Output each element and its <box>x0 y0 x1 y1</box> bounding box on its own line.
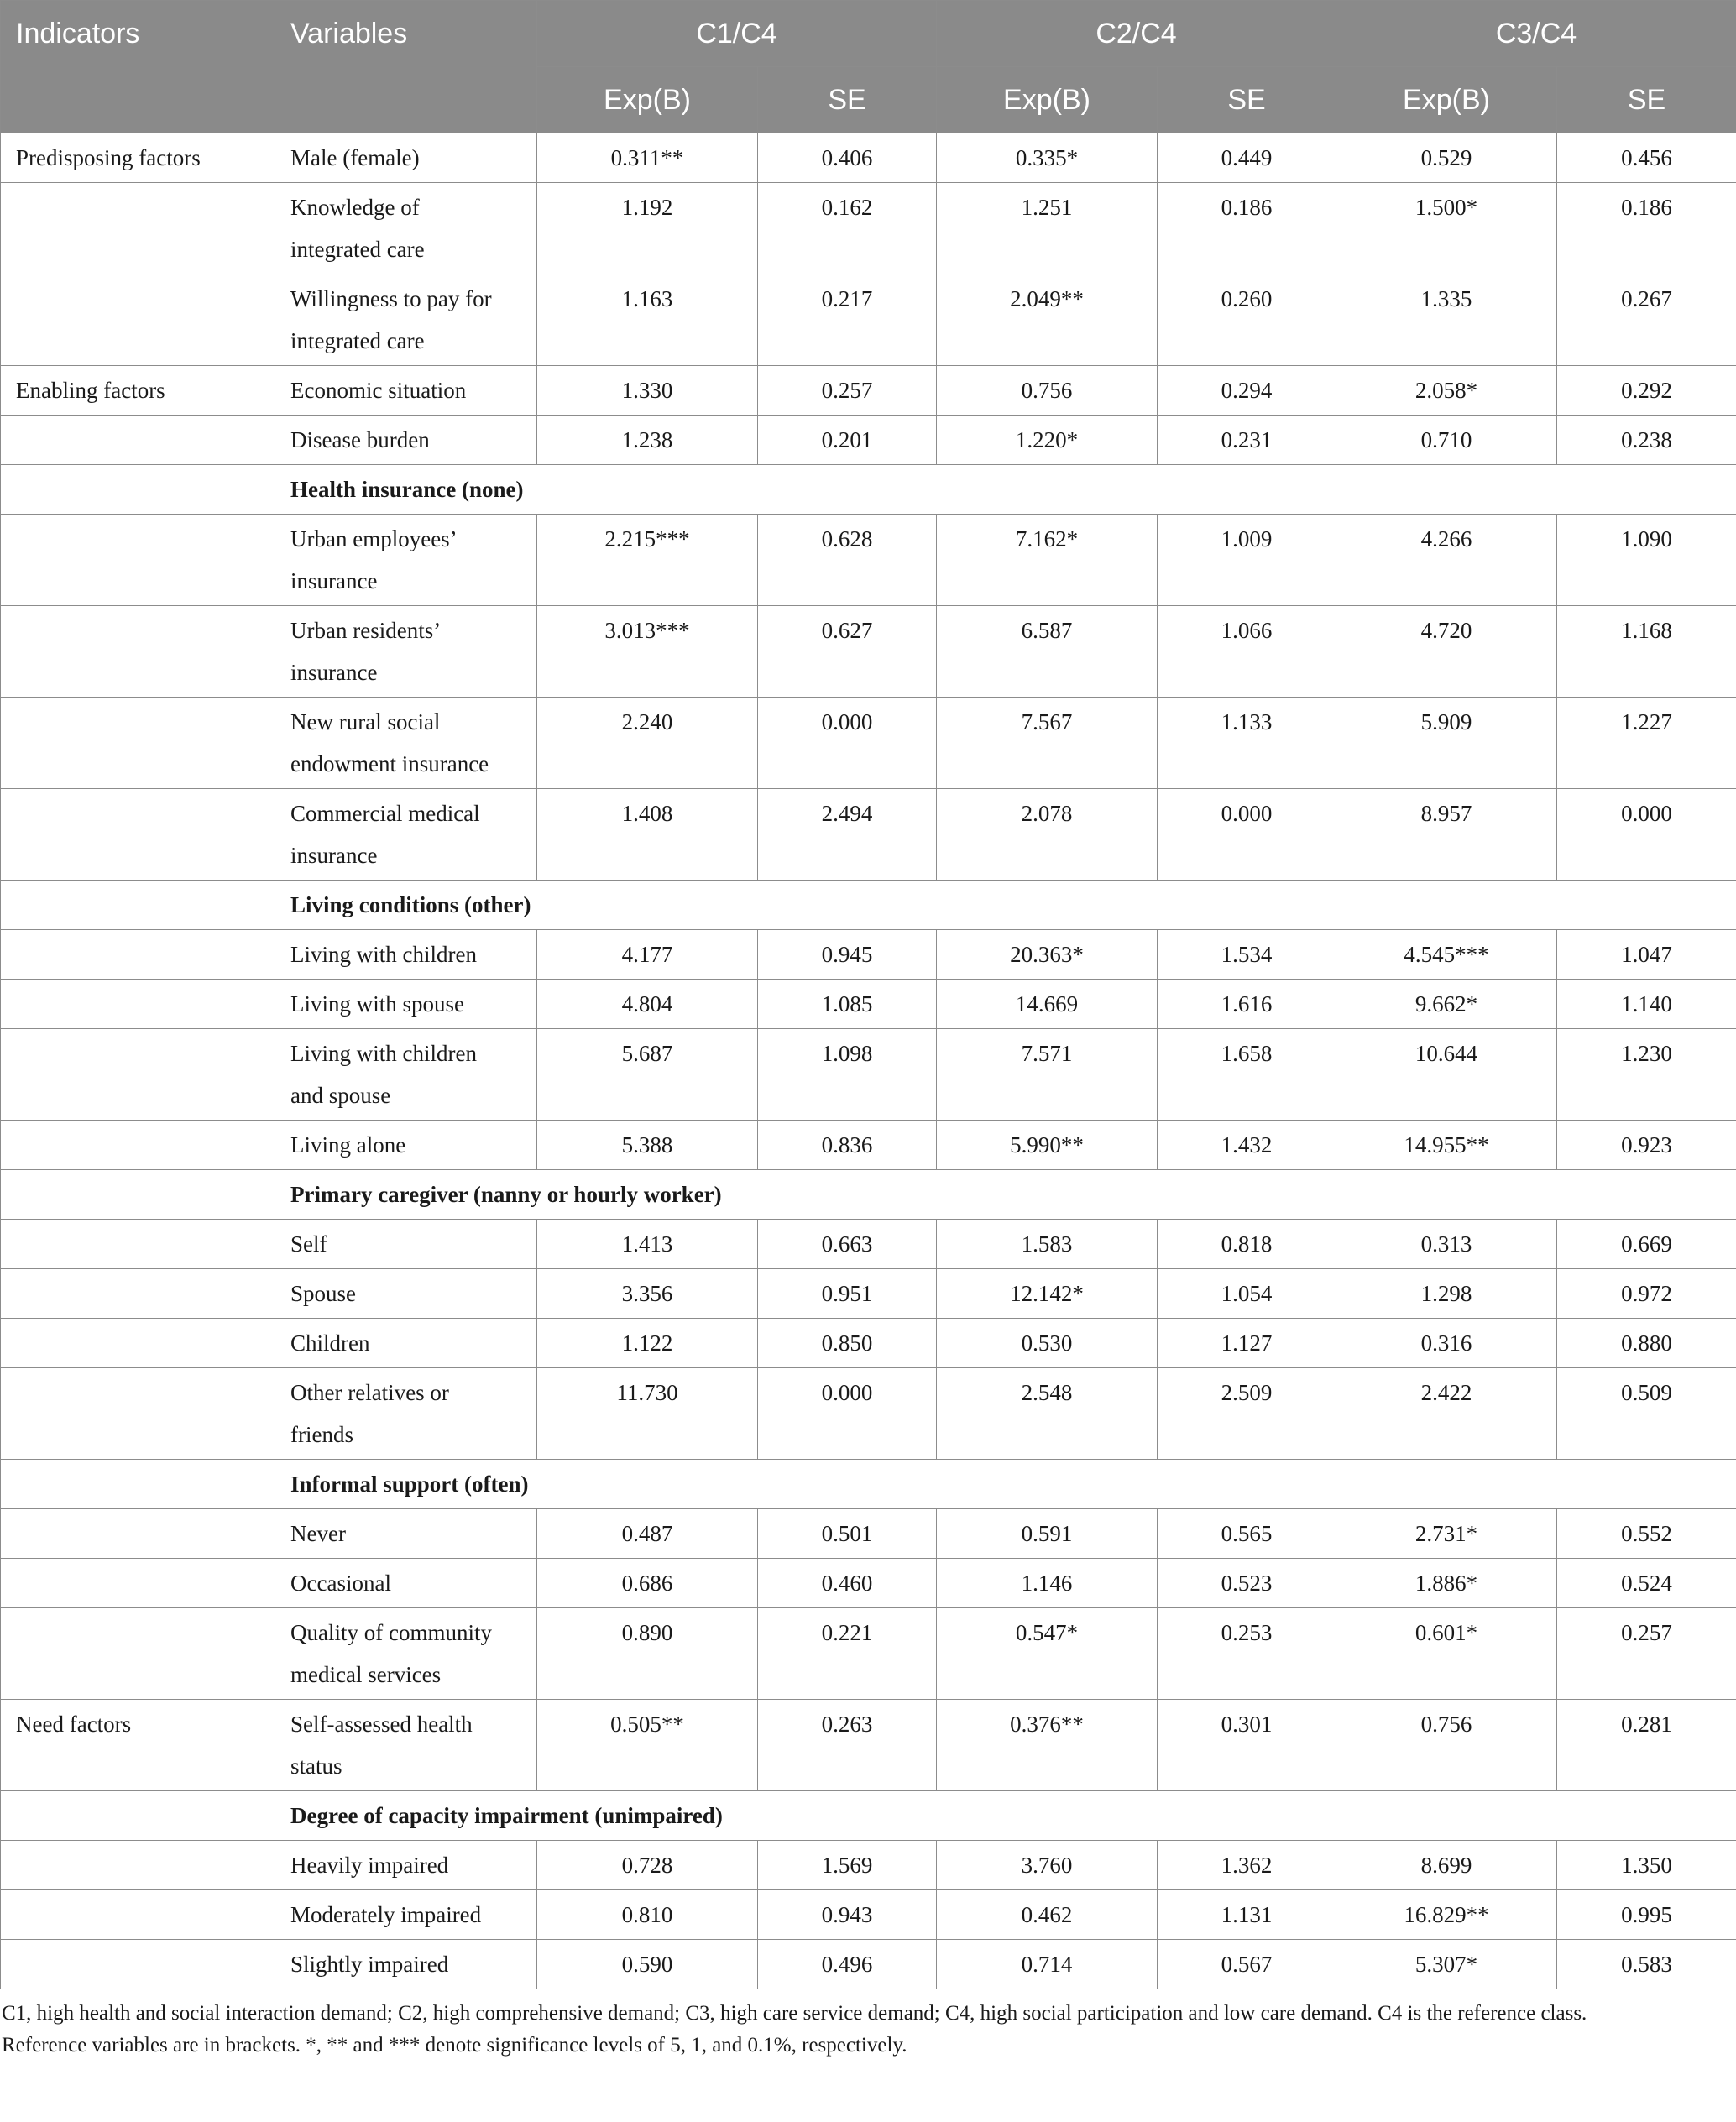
subgroup-label: Primary caregiver (nanny or hourly worker) <box>275 1170 1736 1220</box>
se-value: 0.627 <box>758 606 937 698</box>
exp-b-value: 0.530 <box>937 1319 1158 1368</box>
exp-b-value: 3.760 <box>937 1841 1158 1890</box>
indicator-category-spacer <box>1 1608 275 1700</box>
indicator-category-spacer <box>1 183 275 274</box>
variable-cell <box>275 1608 537 1700</box>
exp-b-value: 1.330 <box>537 366 758 416</box>
se-value: 0.231 <box>1158 416 1336 465</box>
exp-b-value: 3.356 <box>537 1269 758 1319</box>
exp-b-value: 1.335 <box>1336 274 1557 366</box>
exp-b-value: 2.215*** <box>537 515 758 606</box>
indicator-category-spacer <box>1 1460 275 1509</box>
se-value: 0.301 <box>1158 1700 1336 1791</box>
se-value: 0.263 <box>758 1700 937 1791</box>
exp-b-value: 0.313 <box>1336 1220 1557 1269</box>
footnote-line: Reference variables are in brackets. *, ** and *** denote significance levels of 5, 1, and 0.1%, respectively. <box>2 2034 907 2057</box>
variable-label-line: Disease burden <box>290 427 430 452</box>
exp-b-value: 20.363* <box>937 930 1158 980</box>
se-value: 1.054 <box>1158 1269 1336 1319</box>
se-value: 1.090 <box>1557 515 1736 606</box>
indicator-category-spacer <box>1 1029 275 1121</box>
se-value: 0.995 <box>1557 1890 1736 1940</box>
exp-b-value: 14.955** <box>1336 1121 1557 1170</box>
footnote-line: C1, high health and social interaction demand; C2, high comprehensive demand; C3, high care service demand; C4, high social participation and low care demand. C4 is the reference class. <box>2 2002 1587 2025</box>
header-indicators: Indicators <box>1 1 275 133</box>
table-row <box>1 366 1736 416</box>
exp-b-value: 4.720 <box>1336 606 1557 698</box>
se-value: 0.186 <box>1557 183 1736 274</box>
variable-label-line: Heavily impaired <box>290 1853 449 1878</box>
se-value: 0.880 <box>1557 1319 1736 1368</box>
indicator-category: Predisposing factors <box>1 133 275 183</box>
exp-b-value: 2.731* <box>1336 1509 1557 1559</box>
header-group-c3: C3/C4 <box>1336 1 1736 67</box>
indicator-category-spacer <box>1 1269 275 1319</box>
indicator-category-spacer <box>1 881 275 930</box>
indicator-category-spacer <box>1 1121 275 1170</box>
table-row <box>1 1559 1736 1608</box>
variable-cell <box>275 366 537 416</box>
variable-label-line: status <box>290 1754 342 1779</box>
exp-b-value: 9.662* <box>1336 980 1557 1029</box>
se-value: 1.569 <box>758 1841 937 1890</box>
se-value: 0.257 <box>758 366 937 416</box>
indicator-category-spacer <box>1 789 275 881</box>
se-value: 1.616 <box>1158 980 1336 1029</box>
header-se: SE <box>1557 67 1736 133</box>
variable-cell <box>275 930 537 980</box>
variable-label-line: Living with spouse <box>290 991 464 1017</box>
indicator-category-spacer <box>1 1319 275 1368</box>
exp-b-value: 7.571 <box>937 1029 1158 1121</box>
se-value: 0.201 <box>758 416 937 465</box>
se-value: 0.000 <box>1557 789 1736 881</box>
se-value: 0.567 <box>1158 1940 1336 1989</box>
se-value: 1.133 <box>1158 698 1336 789</box>
subgroup-row <box>1 1170 1736 1220</box>
se-value: 0.951 <box>758 1269 937 1319</box>
variable-cell <box>275 1890 537 1940</box>
indicator-category-spacer <box>1 1368 275 1460</box>
table-row <box>1 1608 1736 1700</box>
se-value: 0.186 <box>1158 183 1336 274</box>
indicator-category-spacer <box>1 515 275 606</box>
exp-b-value: 0.756 <box>937 366 1158 416</box>
exp-b-value: 8.699 <box>1336 1841 1557 1890</box>
header-exp-b: Exp(B) <box>537 67 758 133</box>
variable-cell <box>275 416 537 465</box>
variable-label-line: integrated care <box>290 328 425 353</box>
exp-b-value: 5.307* <box>1336 1940 1557 1989</box>
se-value: 0.836 <box>758 1121 937 1170</box>
variable-cell <box>275 274 537 366</box>
variable-cell <box>275 1841 537 1890</box>
se-value: 0.523 <box>1158 1559 1336 1608</box>
exp-b-value: 12.142* <box>937 1269 1158 1319</box>
variable-cell <box>275 606 537 698</box>
exp-b-value: 2.548 <box>937 1368 1158 1460</box>
variable-cell <box>275 789 537 881</box>
exp-b-value: 0.462 <box>937 1890 1158 1940</box>
exp-b-value: 7.567 <box>937 698 1158 789</box>
se-value: 0.496 <box>758 1940 937 1989</box>
variable-label-line: insurance <box>290 843 378 868</box>
se-value: 1.168 <box>1557 606 1736 698</box>
se-value: 0.945 <box>758 930 937 980</box>
variable-label-line: Knowledge of <box>290 195 420 220</box>
variable-label-line: Moderately impaired <box>290 1902 482 1927</box>
exp-b-value: 0.529 <box>1336 133 1557 183</box>
variable-cell <box>275 1509 537 1559</box>
table-row <box>1 515 1736 606</box>
exp-b-value: 1.163 <box>537 274 758 366</box>
table-row <box>1 1700 1736 1791</box>
table-row <box>1 606 1736 698</box>
table-row <box>1 1121 1736 1170</box>
se-value: 0.818 <box>1158 1220 1336 1269</box>
table-header <box>1 1 1736 133</box>
exp-b-value: 0.590 <box>537 1940 758 1989</box>
se-value: 0.449 <box>1158 133 1336 183</box>
indicator-category-spacer <box>1 1890 275 1940</box>
header-se: SE <box>1158 67 1336 133</box>
indicator-category-spacer <box>1 698 275 789</box>
table-row <box>1 1269 1736 1319</box>
variable-label-line: Self <box>290 1231 327 1257</box>
table-row <box>1 1368 1736 1460</box>
variable-label-line: Quality of community <box>290 1620 492 1645</box>
se-value: 0.406 <box>758 133 937 183</box>
se-value: 1.658 <box>1158 1029 1336 1121</box>
exp-b-value: 1.408 <box>537 789 758 881</box>
se-value: 1.127 <box>1158 1319 1336 1368</box>
exp-b-value: 4.804 <box>537 980 758 1029</box>
exp-b-value: 4.177 <box>537 930 758 980</box>
subgroup-label: Informal support (often) <box>275 1460 1736 1509</box>
se-value: 0.628 <box>758 515 937 606</box>
subgroup-row <box>1 1460 1736 1509</box>
exp-b-value: 0.311** <box>537 133 758 183</box>
header-group-c1: C1/C4 <box>537 1 937 67</box>
variable-label-line: New rural social <box>290 709 441 734</box>
indicator-category-spacer <box>1 1220 275 1269</box>
variable-label-line: Never <box>290 1521 346 1546</box>
table-row <box>1 1509 1736 1559</box>
variable-cell <box>275 698 537 789</box>
variable-cell <box>275 1319 537 1368</box>
variable-label-line: Urban residents’ <box>290 618 442 643</box>
se-value: 0.923 <box>1557 1121 1736 1170</box>
se-value: 0.221 <box>758 1608 937 1700</box>
exp-b-value: 5.687 <box>537 1029 758 1121</box>
variable-label-line: Male (female) <box>290 145 420 170</box>
variable-label-line: Commercial medical <box>290 801 480 826</box>
indicator-category: Enabling factors <box>1 366 275 416</box>
exp-b-value: 1.583 <box>937 1220 1158 1269</box>
se-value: 1.066 <box>1158 606 1336 698</box>
exp-b-value: 16.829** <box>1336 1890 1557 1940</box>
exp-b-value: 2.240 <box>537 698 758 789</box>
table-footnote <box>0 1989 1736 2062</box>
exp-b-value: 0.547* <box>937 1608 1158 1700</box>
se-value: 0.253 <box>1158 1608 1336 1700</box>
variable-label-line: Spouse <box>290 1281 357 1306</box>
variable-label-line: Urban employees’ <box>290 526 458 551</box>
exp-b-value: 6.587 <box>937 606 1158 698</box>
exp-b-value: 3.013*** <box>537 606 758 698</box>
variable-label-line: Children <box>290 1330 370 1356</box>
se-value: 1.047 <box>1557 930 1736 980</box>
exp-b-value: 0.686 <box>537 1559 758 1608</box>
subgroup-label: Health insurance (none) <box>275 465 1736 515</box>
exp-b-value: 10.644 <box>1336 1029 1557 1121</box>
header-exp-b: Exp(B) <box>1336 67 1557 133</box>
variable-label-line: endowment insurance <box>290 751 489 776</box>
exp-b-value: 4.545*** <box>1336 930 1557 980</box>
se-value: 1.534 <box>1158 930 1336 980</box>
se-value: 0.509 <box>1557 1368 1736 1460</box>
exp-b-value: 7.162* <box>937 515 1158 606</box>
exp-b-value: 5.990** <box>937 1121 1158 1170</box>
se-value: 0.267 <box>1557 274 1736 366</box>
variable-cell <box>275 1700 537 1791</box>
variable-label-line: friends <box>290 1422 353 1447</box>
se-value: 0.669 <box>1557 1220 1736 1269</box>
exp-b-value: 0.810 <box>537 1890 758 1940</box>
variable-cell <box>275 1269 537 1319</box>
indicator-category-spacer <box>1 1841 275 1890</box>
variable-cell <box>275 133 537 183</box>
subgroup-row <box>1 1791 1736 1841</box>
variable-label-line: Living with children <box>290 942 477 967</box>
variable-label-line: Other relatives or <box>290 1380 449 1405</box>
table-row <box>1 930 1736 980</box>
se-value: 1.140 <box>1557 980 1736 1029</box>
table-row <box>1 1220 1736 1269</box>
exp-b-value: 1.251 <box>937 183 1158 274</box>
se-value: 1.350 <box>1557 1841 1736 1890</box>
se-value: 0.217 <box>758 274 937 366</box>
variable-label-line: Economic situation <box>290 378 467 403</box>
indicator-category-spacer <box>1 606 275 698</box>
exp-b-value: 0.710 <box>1336 416 1557 465</box>
variable-label-line: integrated care <box>290 237 425 262</box>
indicator-category-spacer <box>1 1509 275 1559</box>
se-value: 0.257 <box>1557 1608 1736 1700</box>
subgroup-row <box>1 881 1736 930</box>
subgroup-row <box>1 465 1736 515</box>
table-row <box>1 698 1736 789</box>
variable-cell <box>275 515 537 606</box>
exp-b-value: 1.298 <box>1336 1269 1557 1319</box>
table-row <box>1 789 1736 881</box>
exp-b-value: 2.422 <box>1336 1368 1557 1460</box>
indicator-category-spacer <box>1 465 275 515</box>
exp-b-value: 14.669 <box>937 980 1158 1029</box>
indicator-category-spacer <box>1 1791 275 1841</box>
exp-b-value: 1.886* <box>1336 1559 1557 1608</box>
se-value: 0.552 <box>1557 1509 1736 1559</box>
indicator-category-spacer <box>1 1170 275 1220</box>
exp-b-value: 0.601* <box>1336 1608 1557 1700</box>
table-row <box>1 274 1736 366</box>
exp-b-value: 2.078 <box>937 789 1158 881</box>
variable-label-line: Occasional <box>290 1571 391 1596</box>
exp-b-value: 0.890 <box>537 1608 758 1700</box>
se-value: 0.000 <box>758 1368 937 1460</box>
se-value: 0.260 <box>1158 274 1336 366</box>
exp-b-value: 5.909 <box>1336 698 1557 789</box>
exp-b-value: 0.591 <box>937 1509 1158 1559</box>
subgroup-label: Living conditions (other) <box>275 881 1736 930</box>
indicator-category-spacer <box>1 980 275 1029</box>
exp-b-value: 0.335* <box>937 133 1158 183</box>
indicator-category-spacer <box>1 274 275 366</box>
se-value: 1.227 <box>1557 698 1736 789</box>
exp-b-value: 1.192 <box>537 183 758 274</box>
exp-b-value: 0.487 <box>537 1509 758 1559</box>
exp-b-value: 2.058* <box>1336 366 1557 416</box>
exp-b-value: 0.505** <box>537 1700 758 1791</box>
variable-label-line: and spouse <box>290 1083 391 1108</box>
table-row <box>1 1890 1736 1940</box>
exp-b-value: 1.122 <box>537 1319 758 1368</box>
exp-b-value: 4.266 <box>1336 515 1557 606</box>
se-value: 0.663 <box>758 1220 937 1269</box>
header-row-groups <box>1 1 1736 67</box>
table-row <box>1 133 1736 183</box>
exp-b-value: 0.316 <box>1336 1319 1557 1368</box>
table-row <box>1 1940 1736 1989</box>
exp-b-value: 11.730 <box>537 1368 758 1460</box>
table-row <box>1 1319 1736 1368</box>
exp-b-value: 1.146 <box>937 1559 1158 1608</box>
exp-b-value: 5.388 <box>537 1121 758 1170</box>
variable-cell <box>275 1121 537 1170</box>
table-row <box>1 416 1736 465</box>
exp-b-value: 1.238 <box>537 416 758 465</box>
table-row <box>1 1841 1736 1890</box>
variable-label-line: Self-assessed health <box>290 1712 473 1737</box>
indicator-category-spacer <box>1 930 275 980</box>
se-value: 0.456 <box>1557 133 1736 183</box>
variable-cell <box>275 1368 537 1460</box>
exp-b-value: 2.049** <box>937 274 1158 366</box>
variable-label-line: Slightly impaired <box>290 1952 449 1977</box>
se-value: 1.131 <box>1158 1890 1336 1940</box>
header-se: SE <box>758 67 937 133</box>
subgroup-label: Degree of capacity impairment (unimpaired) <box>275 1791 1736 1841</box>
se-value: 1.085 <box>758 980 937 1029</box>
se-value: 0.162 <box>758 183 937 274</box>
exp-b-value: 0.728 <box>537 1841 758 1890</box>
exp-b-value: 1.220* <box>937 416 1158 465</box>
variable-label-line: insurance <box>290 660 378 685</box>
header-group-c2: C2/C4 <box>937 1 1336 67</box>
se-value: 0.972 <box>1557 1269 1736 1319</box>
indicator-category: Need factors <box>1 1700 275 1791</box>
variable-cell <box>275 1940 537 1989</box>
variable-label-line: Living with children <box>290 1041 477 1066</box>
se-value: 0.524 <box>1557 1559 1736 1608</box>
exp-b-value: 1.500* <box>1336 183 1557 274</box>
exp-b-value: 0.376** <box>937 1700 1158 1791</box>
table-row <box>1 980 1736 1029</box>
variable-cell <box>275 183 537 274</box>
table-body <box>1 133 1736 1989</box>
se-value: 2.509 <box>1158 1368 1336 1460</box>
se-value: 1.098 <box>758 1029 937 1121</box>
variable-label-line: medical services <box>290 1662 442 1687</box>
se-value: 0.292 <box>1557 366 1736 416</box>
indicator-category-spacer <box>1 1559 275 1608</box>
exp-b-value: 1.413 <box>537 1220 758 1269</box>
se-value: 1.432 <box>1158 1121 1336 1170</box>
table-row <box>1 1029 1736 1121</box>
se-value: 0.000 <box>758 698 937 789</box>
se-value: 0.460 <box>758 1559 937 1608</box>
variable-label-line: Willingness to pay for <box>290 286 492 311</box>
se-value: 0.850 <box>758 1319 937 1368</box>
exp-b-value: 0.714 <box>937 1940 1158 1989</box>
indicator-category-spacer <box>1 416 275 465</box>
table-row <box>1 183 1736 274</box>
exp-b-value: 8.957 <box>1336 789 1557 881</box>
variable-label-line: insurance <box>290 568 378 593</box>
header-variables: Variables <box>275 1 537 133</box>
se-value: 0.943 <box>758 1890 937 1940</box>
variable-cell <box>275 1559 537 1608</box>
header-exp-b: Exp(B) <box>937 67 1158 133</box>
se-value: 0.501 <box>758 1509 937 1559</box>
se-value: 1.009 <box>1158 515 1336 606</box>
indicator-category-spacer <box>1 1940 275 1989</box>
se-value: 0.000 <box>1158 789 1336 881</box>
se-value: 1.230 <box>1557 1029 1736 1121</box>
se-value: 0.238 <box>1557 416 1736 465</box>
se-value: 2.494 <box>758 789 937 881</box>
se-value: 0.294 <box>1158 366 1336 416</box>
se-value: 0.583 <box>1557 1940 1736 1989</box>
variable-label-line: Living alone <box>290 1132 406 1158</box>
se-value: 1.362 <box>1158 1841 1336 1890</box>
variable-cell <box>275 980 537 1029</box>
variable-cell <box>275 1220 537 1269</box>
se-value: 0.565 <box>1158 1509 1336 1559</box>
exp-b-value: 0.756 <box>1336 1700 1557 1791</box>
variable-cell <box>275 1029 537 1121</box>
se-value: 0.281 <box>1557 1700 1736 1791</box>
